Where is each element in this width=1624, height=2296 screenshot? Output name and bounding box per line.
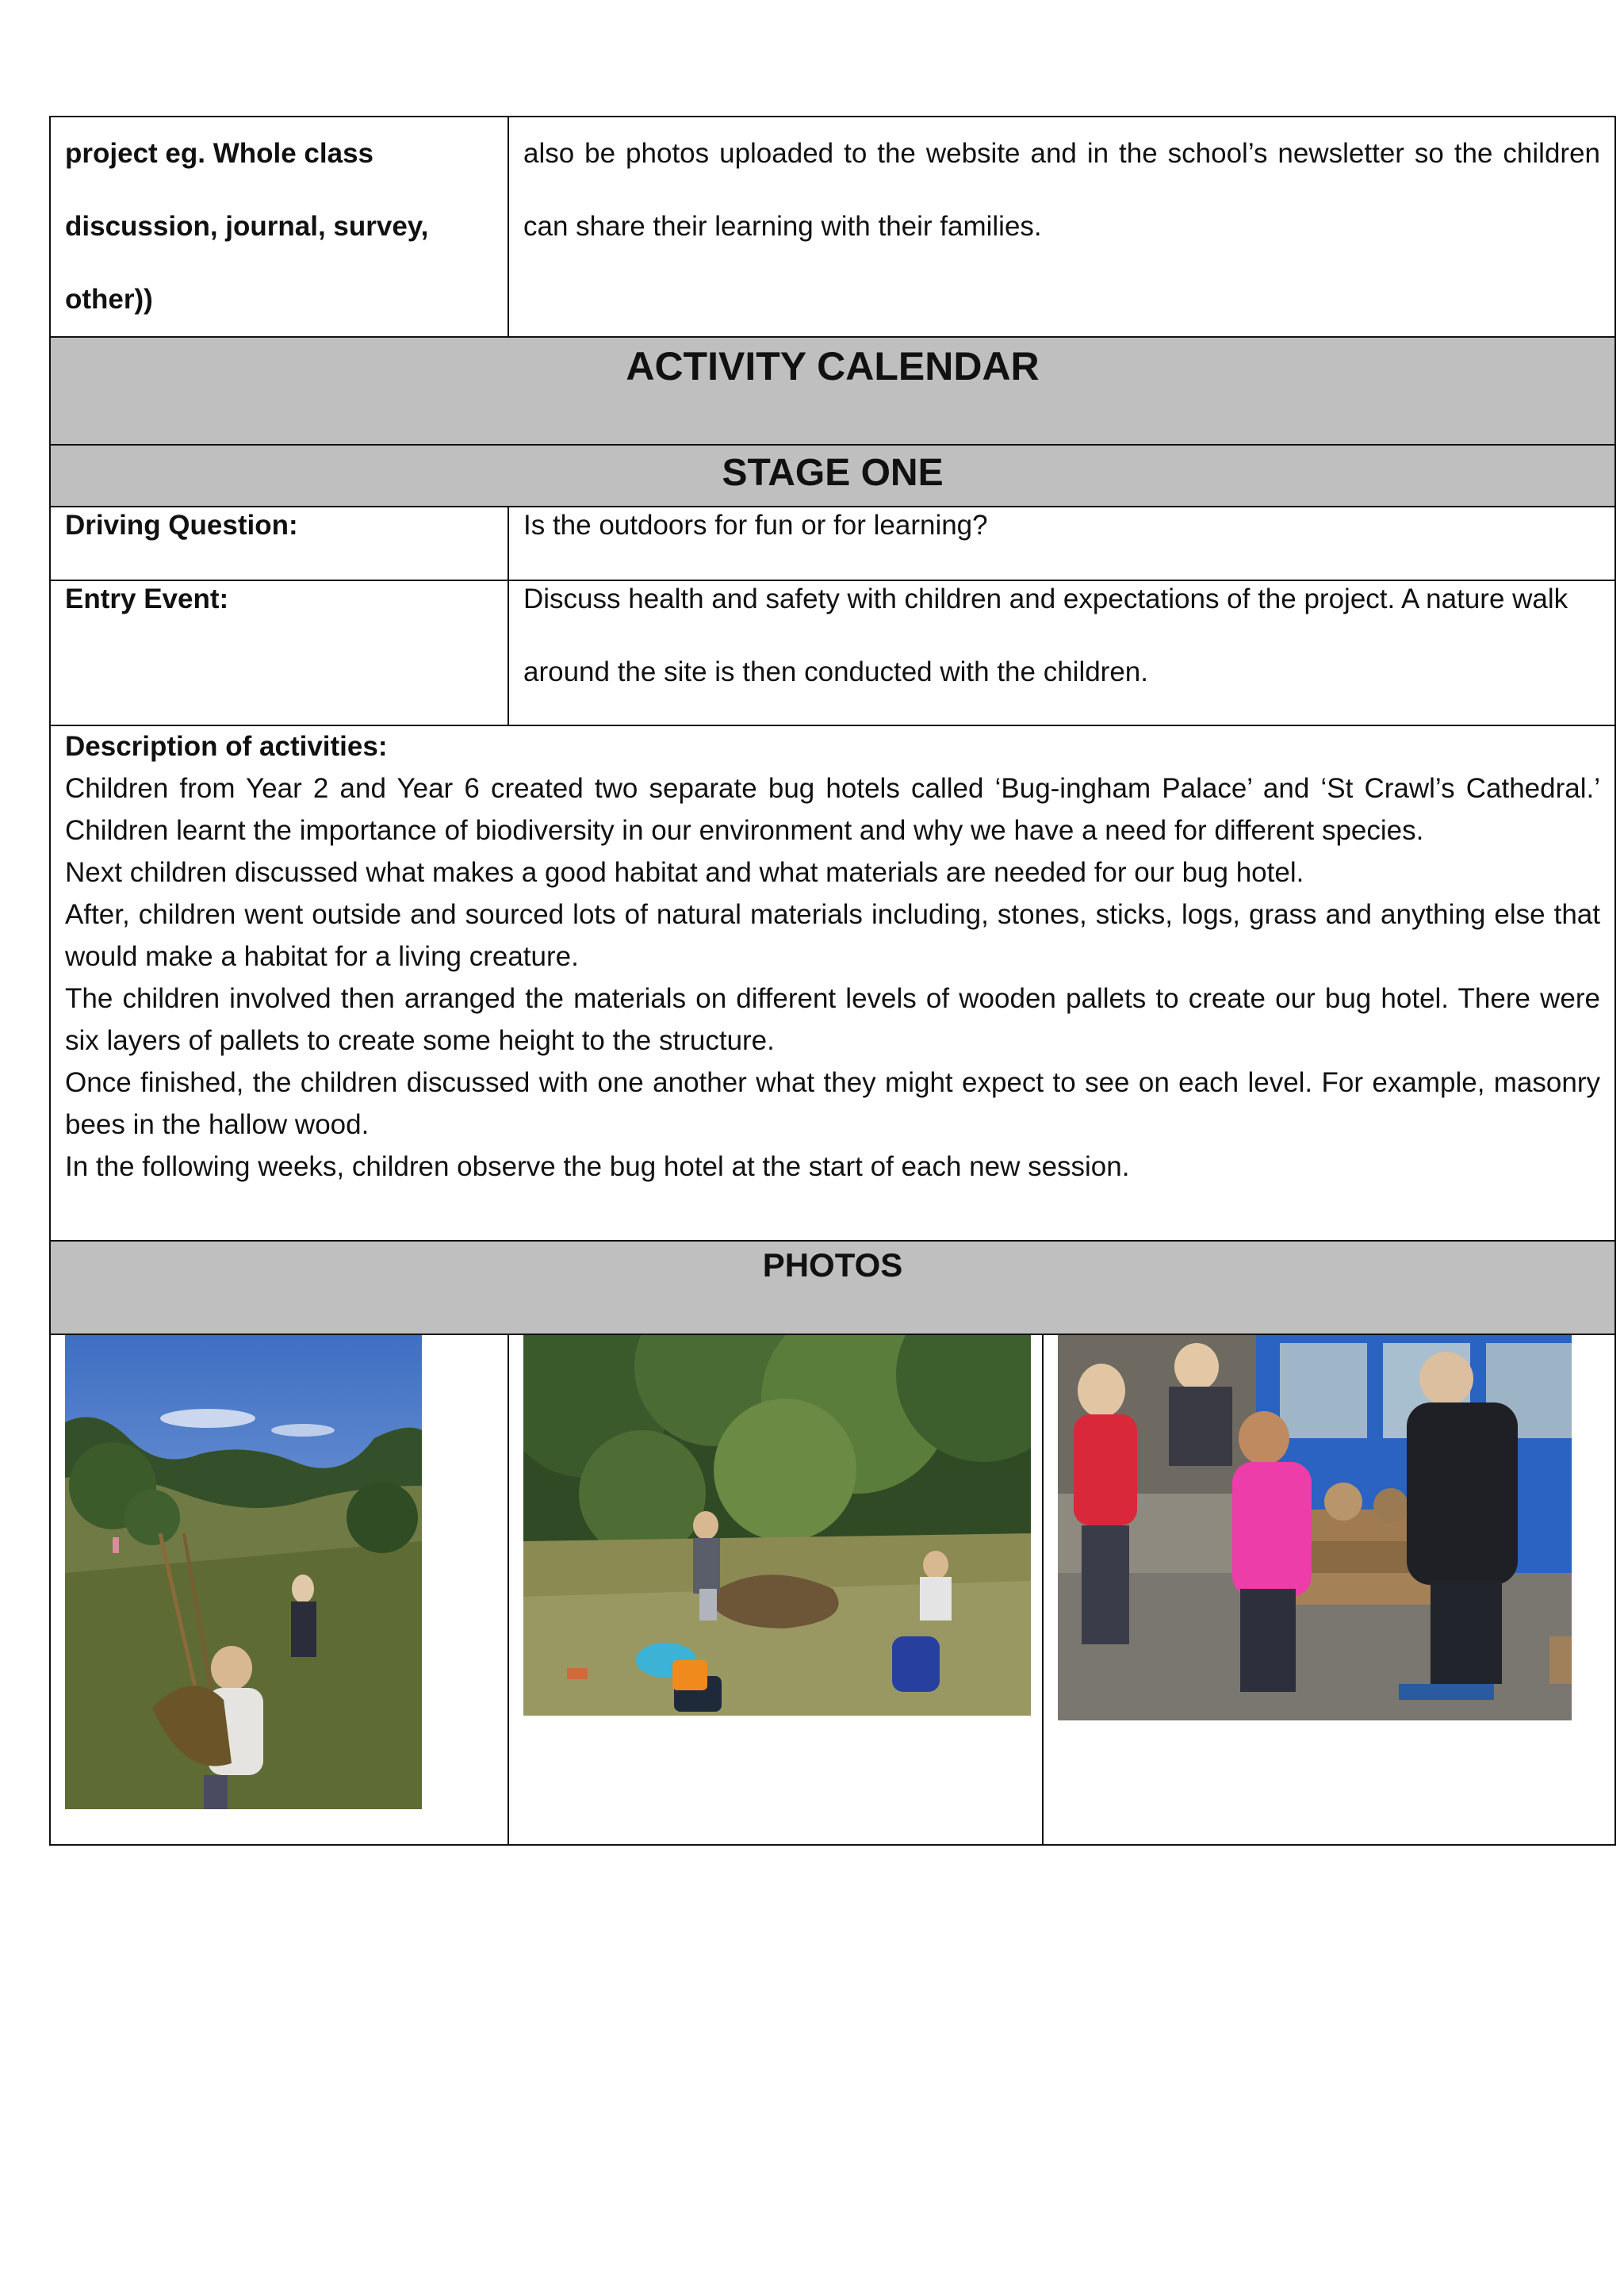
- evaluation-text-line-2: can share their learning with their families.: [523, 211, 1042, 242]
- description-row: [50, 725, 1615, 1241]
- evaluation-text-cell: [508, 117, 1615, 337]
- photo-cell-2: [508, 1334, 1043, 1845]
- driving-question-label: [50, 507, 508, 580]
- description-paragraph: After, children went outside and sourced lots of natural materials including, stones, sticks, logs, grass and anything else that would make a habitat for a living creature.: [65, 899, 1601, 972]
- driving-question-row: [50, 507, 1615, 580]
- description-paragraph: In the following weeks, children observe the bug hotel at the start of each new session.: [65, 1151, 1130, 1182]
- description-paragraph: Children from Year 2 and Year 6 created two separate bug hotels called ‘Bug-ingham Palace’ and ‘St Crawl’s Cathedral.’ Children learnt the importance of biodiversity in our environment and why we have a need for different species.: [65, 773, 1601, 846]
- photos-heading: PHOTOS: [50, 1241, 1615, 1334]
- evaluation-row: [50, 117, 1615, 337]
- entry-event-label: [50, 580, 508, 725]
- entry-event-line-1: Discuss health and safety with children and expectations of the project. A nature walk: [523, 584, 1568, 614]
- children-collecting-sticks-field-photo: [65, 1335, 422, 1809]
- evaluation-text-line-1: also be photos uploaded to the website and in the school’s newsletter so the children: [523, 138, 1601, 169]
- description-cell: [50, 725, 1615, 1241]
- document-page: [49, 116, 1614, 1846]
- entry-event-line-2: around the site is then conducted with the children.: [523, 656, 1148, 687]
- description-body: [65, 767, 1600, 1188]
- children-gathering-branches-woodland-photo: [523, 1335, 1031, 1716]
- photo-cell-3: [1043, 1334, 1615, 1845]
- driving-question-label-text: Driving Question:: [65, 510, 298, 541]
- photos-heading-row: [50, 1241, 1615, 1334]
- evaluation-label-line-3: other)): [65, 284, 153, 315]
- activity-calendar-heading: ACTIVITY CALENDAR: [50, 337, 1615, 445]
- children-building-bug-hotel-photo: [1058, 1335, 1572, 1720]
- photo-cell-1: [50, 1334, 508, 1845]
- entry-event-value: [508, 580, 1615, 725]
- driving-question-value: [508, 507, 1615, 580]
- activity-calendar-row: [50, 337, 1615, 445]
- entry-event-label-text: Entry Event:: [65, 584, 229, 614]
- photos-row: [50, 1334, 1615, 1845]
- evaluation-label-cell: [50, 117, 508, 337]
- description-paragraph: Once finished, the children discussed with one another what they might expect to see on each level. For example, masonry bees in the hallow wood.: [65, 1067, 1601, 1140]
- evaluation-label-line-2: discussion, journal, survey,: [65, 211, 429, 242]
- description-paragraph: Next children discussed what makes a good habitat and what materials are needed for our bug hotel.: [65, 857, 1304, 888]
- description-paragraph: The children involved then arranged the materials on different levels of wooden pallets to create our bug hotel. There were six layers of pallets to create some height to the structure.: [65, 983, 1601, 1056]
- description-title: Description of activities:: [65, 731, 388, 762]
- evaluation-label-line-1: project eg. Whole class: [65, 138, 373, 169]
- stage-one-heading: STAGE ONE: [50, 445, 1615, 507]
- project-table: [49, 116, 1616, 1846]
- entry-event-row: [50, 580, 1615, 725]
- driving-question-value-text: Is the outdoors for fun or for learning?: [523, 510, 988, 541]
- stage-one-row: [50, 445, 1615, 507]
